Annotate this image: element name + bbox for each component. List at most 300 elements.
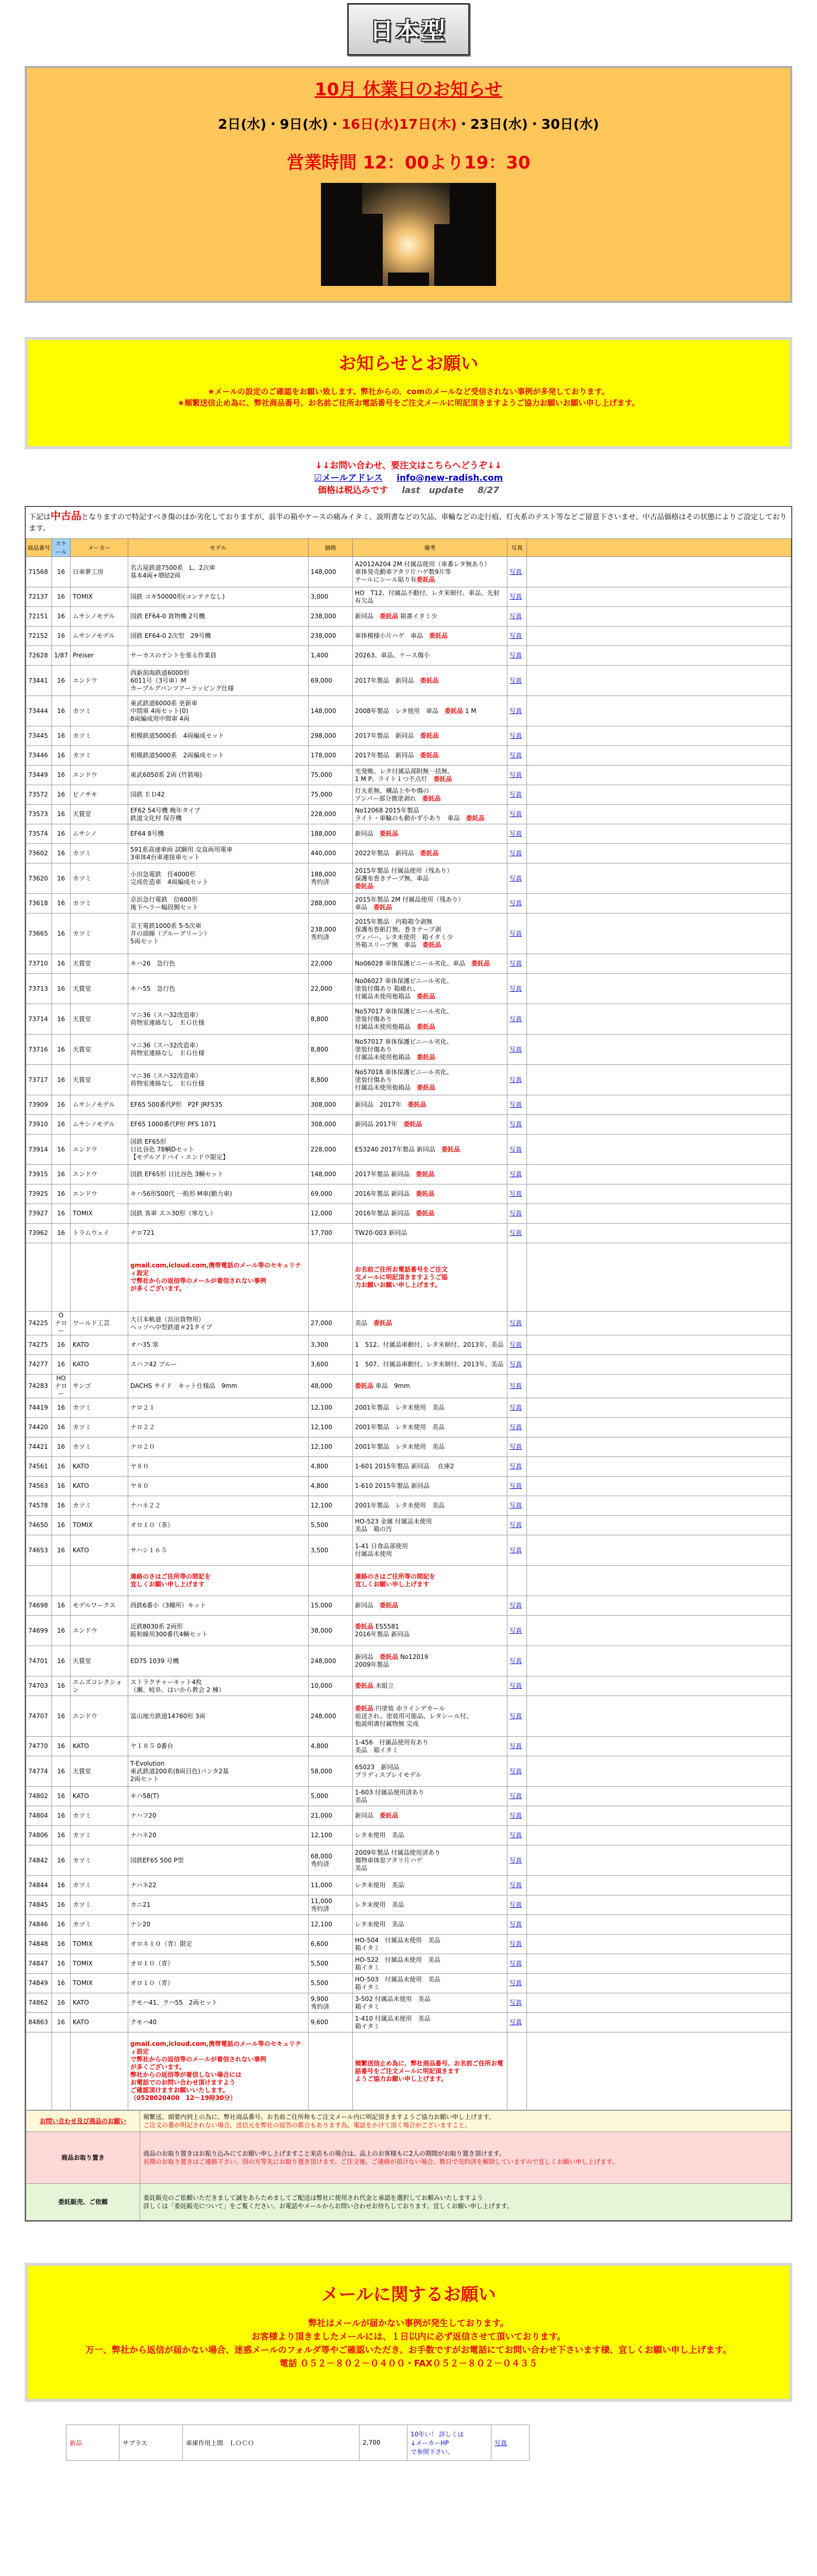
item-note-text: HO-503 付属品未使用 美品 箱イタミ xyxy=(354,1975,440,1991)
item-note-consign: 委託品 xyxy=(379,1653,398,1660)
item-photo-link[interactable]: 写真 xyxy=(509,1101,522,1108)
item-scale: 16 xyxy=(52,696,71,726)
item-price: 12,100 xyxy=(308,1437,352,1457)
item-spacer xyxy=(526,1646,791,1676)
table-row xyxy=(26,587,791,607)
item-scale: 16 xyxy=(52,1398,71,1418)
item-model: ヤ１８５ 0番台 xyxy=(128,1737,308,1756)
item-number: 72151 xyxy=(26,607,52,626)
item-photo-link[interactable]: 写真 xyxy=(509,732,522,739)
item-note xyxy=(352,1437,507,1457)
item-model: ナロ２１ xyxy=(128,1398,308,1418)
item-note-consign: 委託品 xyxy=(416,1023,435,1030)
item-maker: カツミ xyxy=(70,1876,128,1895)
item-number: 73915 xyxy=(26,1165,52,1184)
item-price: 22,000 xyxy=(308,974,352,1004)
item-photo-link[interactable]: 写真 xyxy=(509,1767,522,1775)
item-photo-link[interactable]: 写真 xyxy=(509,1979,522,1987)
item-note-consign: 委託品 xyxy=(403,1121,422,1128)
item-price: 238,000 秀約済 xyxy=(308,913,352,954)
item-photo-link[interactable]: 写真 xyxy=(509,752,522,759)
item-note-consign: 委託品 xyxy=(441,1145,460,1153)
item-photo-link[interactable]: 写真 xyxy=(509,1045,522,1053)
item-photo-link[interactable]: 写真 xyxy=(509,810,522,818)
item-photo-link[interactable]: 写真 xyxy=(509,791,522,798)
item-spacer xyxy=(526,1676,791,1696)
table-row xyxy=(26,1095,791,1115)
table-row xyxy=(26,666,791,696)
item-price: 17,700 xyxy=(308,1224,352,1243)
item-scale: O ナロー xyxy=(52,1312,71,1335)
item-photo-link[interactable]: 写真 xyxy=(509,900,522,907)
item-maker: カツミ xyxy=(70,1437,128,1457)
item-note xyxy=(352,1676,507,1696)
item-maker: KATO xyxy=(70,1535,128,1566)
item-photo-cell xyxy=(507,1806,526,1826)
item-photo-link[interactable]: 写真 xyxy=(509,1792,522,1800)
info-row xyxy=(26,2184,791,2221)
item-price: 5,500 xyxy=(308,1516,352,1535)
item-number: 74283 xyxy=(26,1375,52,1398)
info-text-hold xyxy=(140,2132,791,2184)
table-row xyxy=(26,1134,791,1165)
item-spacer xyxy=(526,607,791,626)
item-photo-cell xyxy=(507,974,526,1004)
table-row xyxy=(26,557,791,587)
item-note xyxy=(352,626,507,646)
item-photo-link[interactable]: 写真 xyxy=(509,676,522,684)
item-scale: 16 xyxy=(52,974,71,1004)
item-note-consign: 委託品 xyxy=(416,1053,435,1061)
item-scale: 16 xyxy=(52,1826,71,1845)
item-scale: 16 xyxy=(52,746,71,766)
item-note-text: 2001年製品 レタ未使用 美品 xyxy=(354,1502,445,1509)
item-photo-cell xyxy=(507,626,526,646)
table-row xyxy=(26,1516,791,1535)
item-note xyxy=(352,1806,507,1826)
item-model: T-Evolution 東武鉄道200系(8両目色)パンタ2基 2両セット xyxy=(128,1756,308,1787)
item-spacer xyxy=(526,785,791,805)
item-model: クモハ41、クハ55 2両セット xyxy=(128,1993,308,2013)
item-number: 72628 xyxy=(26,646,52,666)
item-photo-link[interactable]: 写真 xyxy=(509,1463,522,1470)
request-title: お知らせとお願い xyxy=(338,353,479,374)
item-model: カニ21 xyxy=(128,1895,308,1915)
mail-label-link[interactable]: ☑メールアドレス xyxy=(314,473,383,483)
item-photo-cell xyxy=(507,1974,526,1993)
table-row xyxy=(26,726,791,746)
item-number: 73909 xyxy=(26,1095,52,1115)
item-number: 73620 xyxy=(26,863,52,894)
item-price: 3,000 xyxy=(308,587,352,607)
item-price: 308,000 xyxy=(308,1115,352,1134)
item-photo-link[interactable]: 写真 xyxy=(509,652,522,659)
table-row xyxy=(26,2013,791,2032)
item-note xyxy=(352,894,507,913)
table-row xyxy=(26,1954,791,1974)
item-spacer xyxy=(526,746,791,766)
item-photo-cell xyxy=(507,1134,526,1165)
item-model: オロネ１０（青）限定 xyxy=(128,1935,308,1954)
request-line-1: ★メールの設定のご確認をお願い致します。弊社からの．comのメールなど受信されない事例が多発しております。 xyxy=(208,387,609,396)
item-price: 48,000 xyxy=(308,1375,352,1398)
item-spacer xyxy=(526,1437,791,1457)
item-photo-link[interactable]: 写真 xyxy=(509,830,522,837)
item-scale: 16 xyxy=(52,894,71,913)
item-spacer xyxy=(526,1204,791,1224)
item-note-text: 1-610 2015年製品 新同品 xyxy=(354,1482,430,1489)
item-note-text: 1-41 日食品部使用 付属品未使用 xyxy=(354,1543,408,1557)
item-photo-link[interactable]: 写真 xyxy=(509,1210,522,1217)
item-photo-link[interactable]: 写真 xyxy=(509,1712,522,1720)
item-note-consign: 委託品 xyxy=(422,794,441,802)
item-model: 小田急電鉄 任4000形 完成佐造車 4両編成セット xyxy=(128,863,308,894)
item-photo-link[interactable]: 写真 xyxy=(509,1657,522,1665)
item-photo-cell xyxy=(507,805,526,824)
item-photo-link[interactable]: 写真 xyxy=(509,1882,522,1889)
item-model: 国鉄 EF64-0 2次型 29号機 xyxy=(128,626,308,646)
item-note-extra: No12019 2009年製品 xyxy=(354,1653,429,1668)
item-photo-link[interactable]: 写真 xyxy=(509,1682,522,1689)
item-model: 西鉄6番小（3種所）キット xyxy=(128,1596,308,1616)
item-photo-link[interactable]: 写真 xyxy=(509,568,522,575)
item-photo-link[interactable]: 写真 xyxy=(509,1121,522,1128)
item-note-consign: 委託品 xyxy=(354,1704,373,1712)
item-scale: 16 xyxy=(52,766,71,785)
tax-included-label: 価格は税込みです xyxy=(318,485,388,496)
item-note-extra: 在庫2 xyxy=(437,1463,454,1470)
item-model: 国鉄 EF65形 日比谷色 78輌Dセット 【モデルアドバイ・エンドウ限定】 xyxy=(128,1134,308,1165)
item-number: 73716 xyxy=(26,1035,52,1065)
item-scale: 16 xyxy=(52,726,71,746)
item-price: 12,100 xyxy=(308,1915,352,1935)
item-maker: カツミ xyxy=(70,1915,128,1935)
item-model: ヤ８０ xyxy=(128,1477,308,1496)
item-photo-link[interactable]: 写真 xyxy=(509,1960,522,1967)
item-photo-link[interactable]: 写真 xyxy=(509,1921,522,1928)
item-photo-cell xyxy=(507,1737,526,1756)
item-note-consign: 委託品 xyxy=(379,1602,398,1609)
item-model: クモハ40 xyxy=(128,2013,308,2032)
new-item-status: 新品 xyxy=(66,2425,120,2461)
item-spacer xyxy=(526,1134,791,1165)
item-photo-link[interactable]: 写真 xyxy=(509,771,522,778)
mail-address-link[interactable]: info@new-radish.com xyxy=(397,473,503,483)
item-price: 148,000 xyxy=(308,557,352,587)
item-model: EF65 1000番代P形 PFS 1071 xyxy=(128,1115,308,1134)
item-model: マニ36（スハ32改造車） 荷物室連絡なし ＥＧ仕様 xyxy=(128,1004,308,1035)
item-maker: ムサシノモデル xyxy=(70,1095,128,1115)
table-row xyxy=(26,1115,791,1134)
item-photo-cell xyxy=(507,1398,526,1418)
item-number: 73927 xyxy=(26,1204,52,1224)
stock-list xyxy=(25,506,792,2222)
item-photo-link[interactable]: 写真 xyxy=(509,1382,522,1389)
item-photo-link[interactable]: 写真 xyxy=(509,593,522,600)
item-scale: 16 xyxy=(52,1756,71,1787)
item-price: 75,000 xyxy=(308,766,352,785)
table-row xyxy=(26,1065,791,1095)
item-spacer xyxy=(526,974,791,1004)
item-number: 74421 xyxy=(26,1437,52,1457)
item-photo-cell xyxy=(507,1895,526,1915)
item-photo-link[interactable]: 写真 xyxy=(509,1229,522,1236)
item-note-text: No12068 2015年製品 ライト・車輪のも動かず小あり 車品 xyxy=(354,806,460,822)
item-note xyxy=(352,805,507,824)
item-photo-link[interactable]: 写真 xyxy=(509,1832,522,1839)
item-model: 東武鉄道6000系 更新車 中間車 4両セット(0) 8両編成用中間車 4両 xyxy=(128,696,308,726)
mid-notice-row-2 xyxy=(26,1566,791,1596)
item-scale: 16 xyxy=(52,1646,71,1676)
item-number: 73665 xyxy=(26,913,52,954)
mid-notice-right: お名前ご住所お電話番号をご注文 文メールに明記頂きますようご協 力お願いお願い申し上げます。 xyxy=(352,1243,507,1312)
table-row xyxy=(26,1335,791,1355)
item-photo-link[interactable]: 写真 xyxy=(509,1940,522,1947)
item-model: マニ36（スハ32改造車） 荷物室連絡なし ＥＧ仕様 xyxy=(128,1035,308,1065)
item-photo-link[interactable]: 写真 xyxy=(509,874,522,882)
table-row xyxy=(26,1418,791,1437)
table-header-cell: 商品番号 xyxy=(26,539,52,557)
new-item-photo-link[interactable]: 写真 xyxy=(491,2425,530,2461)
item-note-text: No57017 車体保護ビニール劣化、 塗装付傷あり 付属品未使用他箱品 xyxy=(354,1038,453,1061)
item-price: 8,800 xyxy=(308,1004,352,1035)
table-row xyxy=(26,1457,791,1477)
item-note-text: 1 507、付属品車動付、レタ未制付、2013年、美品 xyxy=(354,1361,504,1368)
item-photo-link[interactable]: 写真 xyxy=(509,850,522,857)
item-photo-cell xyxy=(507,913,526,954)
item-note-text: 2022年製品 新同品 xyxy=(354,850,420,857)
item-photo-cell xyxy=(507,1845,526,1876)
item-price: 10,000 xyxy=(308,1676,352,1696)
mail-line-2: お客様より頂きましたメールには、１日以内に必ず返信させて頂いております。 xyxy=(251,2332,566,2342)
item-note-text: HO T12、付属品不動付、レタ来制付、車品、先射有欠品 xyxy=(354,589,500,604)
info-row xyxy=(26,2111,791,2132)
item-price: 68,000 秀約済 xyxy=(308,1845,352,1876)
item-spacer xyxy=(526,1335,791,1355)
item-scale: 16 xyxy=(52,1134,71,1165)
item-photo-link[interactable]: 写真 xyxy=(509,1482,522,1489)
table-row xyxy=(26,1224,791,1243)
item-maker: カツミ xyxy=(70,1845,128,1876)
item-price: 5,000 xyxy=(308,1787,352,1806)
item-photo-cell xyxy=(507,1165,526,1184)
item-scale: 16 xyxy=(52,626,71,646)
item-spacer xyxy=(526,1616,791,1646)
item-photo-link[interactable]: 写真 xyxy=(509,1361,522,1368)
item-photo-cell xyxy=(507,2013,526,2032)
table-row xyxy=(26,1184,791,1204)
item-model: キハ26 急行色 xyxy=(128,954,308,974)
item-model: ナロ２２ xyxy=(128,1418,308,1437)
item-maker: カツミ xyxy=(70,1895,128,1915)
item-model: ナハネ２２ xyxy=(128,1496,308,1516)
intro-text: となりますので特記すべき傷のほか劣化しておりますが、前半の箱やケースの痛みイタミ、説明書などの欠品、車輪などの走行痕、灯火系のテスト等などご留意下さいませ。中古品価格はその状態によりご設定しております。 xyxy=(29,513,787,533)
item-photo-link[interactable]: 写真 xyxy=(509,1812,522,1819)
item-note xyxy=(352,1457,507,1477)
item-photo-cell xyxy=(507,766,526,785)
new-item-price: 2,700 xyxy=(360,2425,407,2461)
item-photo-link[interactable]: 写真 xyxy=(509,1502,522,1509)
item-spacer xyxy=(526,626,791,646)
item-spacer xyxy=(526,1535,791,1566)
item-photo-link[interactable]: 写真 xyxy=(509,1901,522,1908)
table-row xyxy=(26,805,791,824)
item-photo-link[interactable]: 写真 xyxy=(509,1423,522,1431)
item-scale: 16 xyxy=(52,1457,71,1477)
item-photo-link[interactable]: 写真 xyxy=(509,632,522,639)
info-text-consign xyxy=(140,2184,791,2221)
item-price: 5,500 xyxy=(308,1974,352,1993)
item-note xyxy=(352,746,507,766)
item-maker: カツミ xyxy=(70,863,128,894)
info-text-inquiry-1: 頻繁送、頭要内到上の為に、弊社商品番号、お名前ご住所称もご注文メール内に明記頂きますようご協力お願い申し上げます。 xyxy=(143,2113,495,2121)
table-row xyxy=(26,746,791,766)
item-photo-link[interactable]: 写真 xyxy=(509,1190,522,1197)
item-photo-link[interactable]: 写真 xyxy=(509,2019,522,2026)
item-note xyxy=(352,1204,507,1224)
item-spacer xyxy=(526,954,791,974)
item-scale: 16 xyxy=(52,1165,71,1184)
item-photo-link[interactable]: 写真 xyxy=(509,1076,522,1083)
item-photo-link[interactable]: 写真 xyxy=(509,1145,522,1153)
new-item-note[interactable]: 10年い！ 詳しくは ↓メーカーHP で参照下さい。 xyxy=(407,2425,491,2461)
item-photo-link[interactable]: 写真 xyxy=(509,1404,522,1411)
item-note-consign: 委託品 xyxy=(379,613,398,620)
item-photo-link[interactable]: 写真 xyxy=(509,707,522,715)
item-number: 74650 xyxy=(26,1516,52,1535)
item-maker: TOMIX xyxy=(70,1974,128,1993)
item-note-text: 65023 新同品 プラディスプレイモデル xyxy=(354,1764,422,1778)
item-photo-link[interactable]: 写真 xyxy=(509,1521,522,1529)
item-note xyxy=(352,607,507,626)
item-note xyxy=(352,1355,507,1375)
item-photo-link[interactable]: 写真 xyxy=(509,985,522,992)
table-row xyxy=(26,974,791,1004)
item-maker: 天賞堂 xyxy=(70,954,128,974)
item-price: 4,800 xyxy=(308,1477,352,1496)
item-photo-link[interactable]: 写真 xyxy=(509,960,522,967)
item-maker: KATO xyxy=(70,1457,128,1477)
logo-text: 日本型 xyxy=(370,17,447,45)
item-note xyxy=(352,666,507,696)
item-photo-link[interactable]: 写真 xyxy=(509,613,522,620)
item-spacer xyxy=(526,913,791,954)
item-photo-link[interactable]: 写真 xyxy=(509,929,522,937)
item-scale: 16 xyxy=(52,1806,71,1826)
item-scale: 16 xyxy=(52,1935,71,1954)
item-price: 9,600 xyxy=(308,2013,352,2032)
mid-notice2-right: 連絡のさはご住所等の間記を 宜しくお願い申し上げます xyxy=(352,1566,507,1596)
item-scale: 16 xyxy=(52,1993,71,2013)
stock-table xyxy=(26,538,791,2110)
bottom-notice-row xyxy=(26,2032,791,2110)
item-photo-cell xyxy=(507,1954,526,1974)
item-spacer xyxy=(526,1876,791,1895)
item-price: 248,000 xyxy=(308,1646,352,1676)
item-price: 228,000 xyxy=(308,805,352,824)
stock-table-mid-notice xyxy=(26,1243,791,1312)
item-photo-cell xyxy=(507,607,526,626)
mail-line-1: 弊社はメールが届かない事例が発生しております。 xyxy=(308,2318,509,2329)
bottom-notice-right: 頻繁送信止め為に、弊社商品番号、お名前ご住所お電 話番号をご注文メールに明記頂きます ようご協力お願い申し上げます。 xyxy=(352,2032,507,2110)
item-note-text: 3-502 付属品未使用 美品 箱イタミ xyxy=(354,1995,431,2010)
last-update-date: 8/27 xyxy=(478,485,499,496)
item-model: オロ１０（青） xyxy=(128,1974,308,1993)
table-row xyxy=(26,1935,791,1954)
table-row xyxy=(26,1787,791,1806)
item-number: 74846 xyxy=(26,1915,52,1935)
item-spacer xyxy=(526,1004,791,1035)
item-photo-link[interactable]: 写真 xyxy=(509,1602,522,1609)
item-photo-cell xyxy=(507,1696,526,1737)
item-photo-link[interactable]: 写真 xyxy=(509,1319,522,1327)
item-photo-link[interactable]: 写真 xyxy=(509,1626,522,1634)
item-maker: エムズコレクション xyxy=(70,1676,128,1696)
item-note xyxy=(352,1737,507,1756)
item-photo-link[interactable]: 写真 xyxy=(509,1999,522,2006)
item-note-consign: 委託品 xyxy=(416,575,435,583)
item-photo-link[interactable]: 写真 xyxy=(509,1742,522,1750)
item-maker: カツミ xyxy=(70,726,128,746)
item-spacer xyxy=(526,1993,791,2013)
item-maker: ムサシノモデル xyxy=(70,626,128,646)
table-row xyxy=(26,1876,791,1895)
item-scale: 16 xyxy=(52,1204,71,1224)
item-model: 京浜急行電鉄 信600形 後下ヘラー幅段側セット xyxy=(128,894,308,913)
item-model: ナシ20 xyxy=(128,1915,308,1935)
contact-heading: ↓↓お問い合わせ、要注文はこちらへどうぞ↓↓ xyxy=(315,461,502,471)
item-note-text: No57018 車体保護ビニール劣化、 塗装付傷あり 付属品未使用他箱品 xyxy=(354,1068,453,1091)
mail-line-3: 万一、弊社から返信が届かない場合、迷惑メールのフォルダ等やご確認いただき、お手数ですがお電話にてお問い合わせ下さいます様、宜しくお願い申し上げます。 xyxy=(85,2345,732,2355)
new-item-row xyxy=(66,2425,530,2461)
item-price: 238,000 xyxy=(308,607,352,626)
item-price: 12,000 xyxy=(308,1204,352,1224)
item-maker: 天賞堂 xyxy=(70,1646,128,1676)
item-model: サハシ１６５ xyxy=(128,1535,308,1566)
table-row xyxy=(26,1696,791,1737)
item-photo-link[interactable]: 写真 xyxy=(509,1341,522,1348)
table-row xyxy=(26,696,791,726)
item-note-text: 灯火系無、構品上やや傷の アンパー部分微塗剥れ xyxy=(354,787,429,802)
item-price: 8,800 xyxy=(308,1065,352,1095)
table-row xyxy=(26,1375,791,1398)
item-photo-link[interactable]: 写真 xyxy=(509,1546,522,1554)
item-note xyxy=(352,646,507,666)
item-price: 298,000 xyxy=(308,726,352,746)
item-photo-cell xyxy=(507,1204,526,1224)
item-number: 74277 xyxy=(26,1355,52,1375)
item-photo-cell xyxy=(507,1935,526,1954)
item-note xyxy=(352,1696,507,1737)
item-note-text: HO-523 金属 付属品未使用 美品 箱の汚 xyxy=(354,1517,432,1533)
site-logo[interactable] xyxy=(347,3,470,56)
item-number: 74844 xyxy=(26,1876,52,1895)
item-maker: KATO xyxy=(70,1355,128,1375)
item-scale: 16 xyxy=(52,1224,71,1243)
item-photo-link[interactable]: 写真 xyxy=(509,1015,522,1023)
item-photo-link[interactable]: 写真 xyxy=(509,1856,522,1864)
intro-prefix: 下記は xyxy=(29,513,50,521)
item-note-text: 新同品 xyxy=(354,1653,380,1660)
item-scale: 16 xyxy=(52,1004,71,1035)
item-number: 74420 xyxy=(26,1418,52,1437)
item-photo-link[interactable]: 写真 xyxy=(509,1443,522,1450)
item-note-consign: 委託品 xyxy=(416,1190,435,1197)
new-item-maker: サプラス xyxy=(120,2425,183,2461)
item-photo-link[interactable]: 写真 xyxy=(509,1171,522,1178)
table-header-cell: モデル xyxy=(128,539,308,557)
mid-notice-row xyxy=(26,1243,791,1312)
